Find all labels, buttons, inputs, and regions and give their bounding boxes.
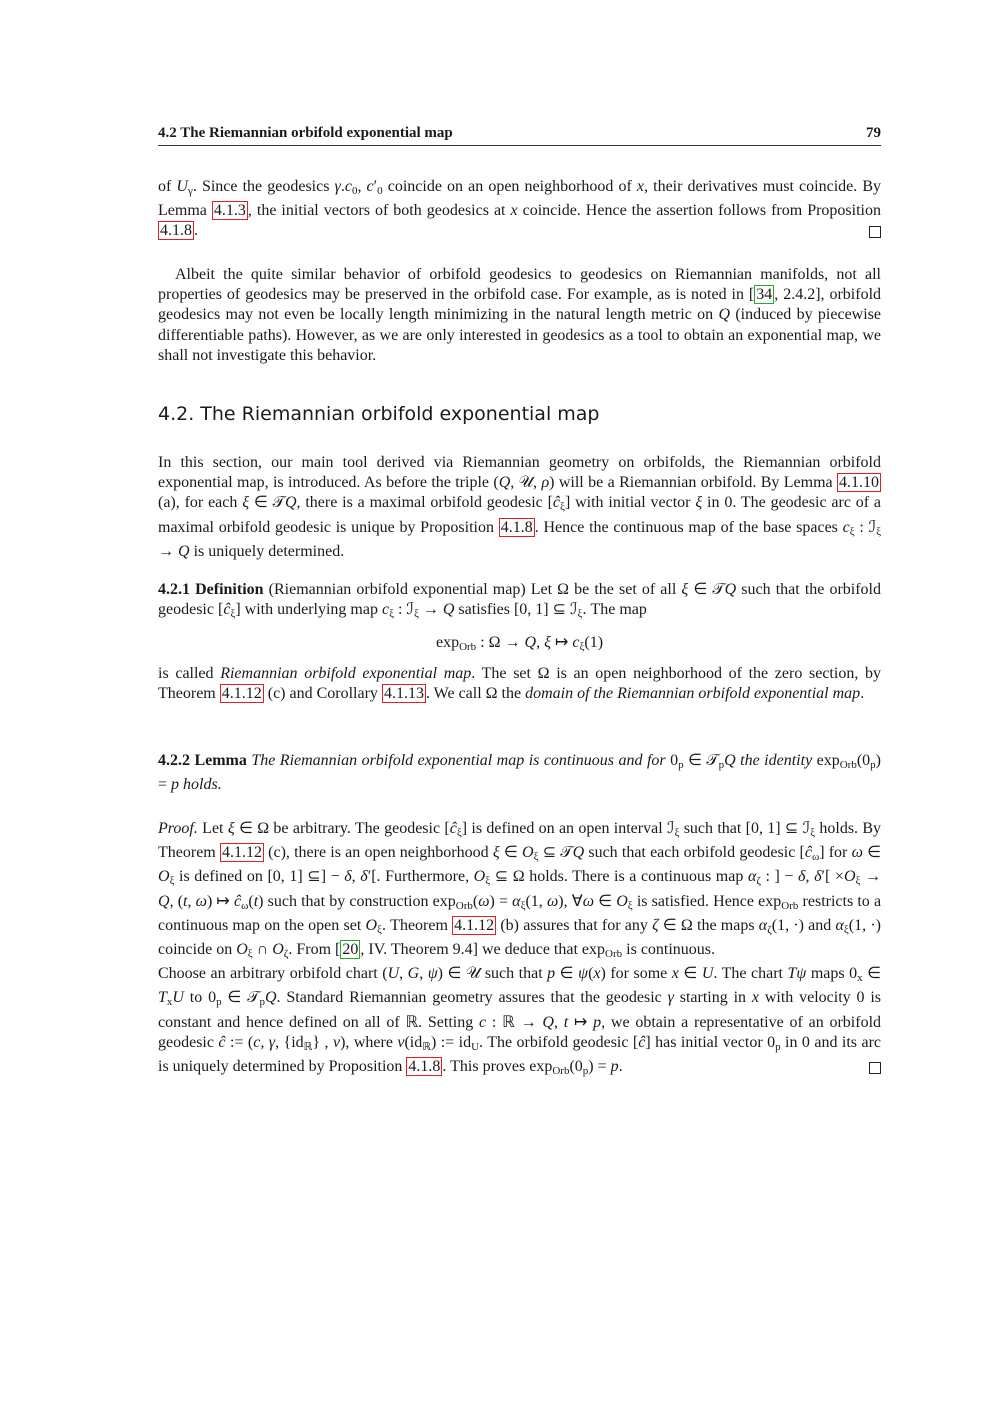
ref-link[interactable]: 4.1.3 [213, 202, 246, 220]
ref-link[interactable]: 4.1.13 [383, 685, 424, 703]
citation-link[interactable]: 34 [756, 286, 773, 304]
page-number: 79 [866, 125, 881, 141]
ref-link[interactable]: 4.1.12 [221, 844, 262, 862]
section-heading: 4.2. The Riemannian orbifold exponential map [158, 403, 600, 425]
ref-link[interactable]: 4.1.12 [454, 916, 495, 934]
qed-symbol [869, 226, 881, 238]
citation-link[interactable]: 20 [342, 941, 359, 959]
running-head [158, 125, 881, 146]
ref-link[interactable]: 4.1.8 [500, 518, 533, 536]
paragraph-remark: Albeit the quite similar behavior of orbifold geodesics to geodesics on Riemannian manifolds, not all properties of geodesics may be preserved in the orbifold case. For example, as is noted in [ 34 , 2.4.2], orbifold geodesics may not even be locally length minimizing in the natural length metric on Q (induced by piecewise differentiable paths). However, as we are only interested in geodesics as a tool to obtain an exponential map, we shall not investigate this behavior. [158, 266, 882, 364]
paragraph-intro: In this section, our main tool derived via Riemannian geometry on orbifolds, the Riemannian orbifold exponential map, is introduced. As before the triple (Q, 𝒰, ρ) will be a Riemannian orbifold. By Lemma 4.1.10 (a), for each ξ ∈ 𝒯Q, there is a maximal orbifold geodesic $[ĉ_\xi]$ with initial vector ξ in 0. The geodesic arc of a maximal orbifold geodesic is unique by Proposition 4.1.8 . Hence the continuous map of the base spaces $c_\xi$ : ℐ$_\xi$ → Q is uniquely determined. [158, 454, 882, 560]
definition-block: 4.2.1 Definition (Riemannian orbifold exponential map) Let Ω be the set of all ξ ∈ 𝒯Q such that the orbifold geodesic $[ĉ_\xi]$ with underlying map $c_\xi$ : ℐ$_\xi$ → Q satisfies [0, 1] ⊆ ℐ$_\xi$. The map [158, 581, 882, 621]
paragraph-proof-end: of $U_\gamma$. Since the geodesics $\gamma.c_0$, $c'_0$ coincide on an open neighborhood of x, their derivatives must coincide. By Lemma 4.1.3 , the initial vectors of both geodesics at x coincide. Hence the assertion follows from Proposition 4.1.8 . [158, 178, 881, 240]
display-formula: $\exp_{Orb}$ : Ω → Q, ξ ↦ $c_\xi(1)$ [435, 634, 604, 653]
ref-link[interactable]: 4.1.10 [839, 474, 879, 492]
running-head-title: 4.2 The Riemannian orbifold exponential map [158, 125, 453, 141]
ref-link[interactable]: 4.1.8 [160, 222, 192, 240]
qed-symbol [869, 1062, 881, 1074]
definition-continued: is called Riemannian orbifold exponential map. The set Ω is an open neighborhood of the zero section, by Theorem 4.1.12 (c) and Corollary 4.1.13 . We call Ω the domain of the Riemannian orbifold exponential map. [158, 665, 881, 703]
ref-link[interactable]: 4.1.8 [408, 1058, 441, 1076]
ref-link[interactable]: 4.1.12 [221, 685, 262, 703]
lemma-block: 4.2.2 Lemma The Riemannian orbifold exponential map is continuous and for $0_p$ ∈ 𝒯$_p$Q the identity $\exp_{Orb}(0_p) = p$ holds. [158, 752, 881, 794]
proof-block: Proof. Let ξ ∈ Ω be arbitrary. The geodesic $[ĉ_\xi]$ is defined on an open interval ℐ$_\xi$ such that [0, 1] ⊆ ℐ$_\xi$ holds. By Theorem 4.1.12 (c), there is an open neighborhood ξ ∈ $O_\xi$ ⊆ 𝒯Q such that each orbifold geodesic $[ĉ_\omega]$ for ω ∈ $O_\xi$ is defined on [0, 1] ⊆] − δ, δ′[. Furthermore, $O_\xi$ ⊆ Ω holds. There is a continuous map $\alpha_\zeta$ : ] − δ, $\delta'[ \times O_\xi \to Q$, (t, ω) ↦ $ĉ_\omega(t)$ such that by construction $\exp_{Orb}(\omega) = \alpha_\xi(1$, ω), ∀ω ∈ $O_\xi$ is satisfied. Hence $\exp_{Orb}$ restricts to a continuous map on the open set $O_\xi$. Theorem 4.1.12 (b) assures that for any ζ ∈ Ω the maps $\alpha_\zeta(1$, ·) and $\alpha_\xi(1$, ·) coincide on $O_\xi$ ∩ $O_\zeta$. From [ 20 , IV. Theorem 9.4] we deduce that $\exp_{Orb}$ is continuous. Choose an arbitrary orbifold chart (U, G, ψ) ∈ 𝒰 such that p ∈ ψ(x) for some x ∈ U. The chart Tψ maps $0_x$ ∈ $T_xU$ to $0_p$ ∈ 𝒯$_p$Q. Standard Riemannian geometry assures that the geodesic γ starting in x with velocity 0 is constant and hence defined on all of ℝ. Setting c : ℝ → Q, t ↦ p, we obtain a representative of an orbifold geodesic ĉ := (c, γ, $\{id_ℝ\}$ , ν), where $\nu(id_ℝ)$ := $id_U$. The orbifold geodesic [ĉ] has initial vector $0_p$ in 0 and its arc is uniquely determined by Proposition 4.1.8 . This proves $\exp_{Orb}(0_p) = p$. [158, 820, 882, 1078]
